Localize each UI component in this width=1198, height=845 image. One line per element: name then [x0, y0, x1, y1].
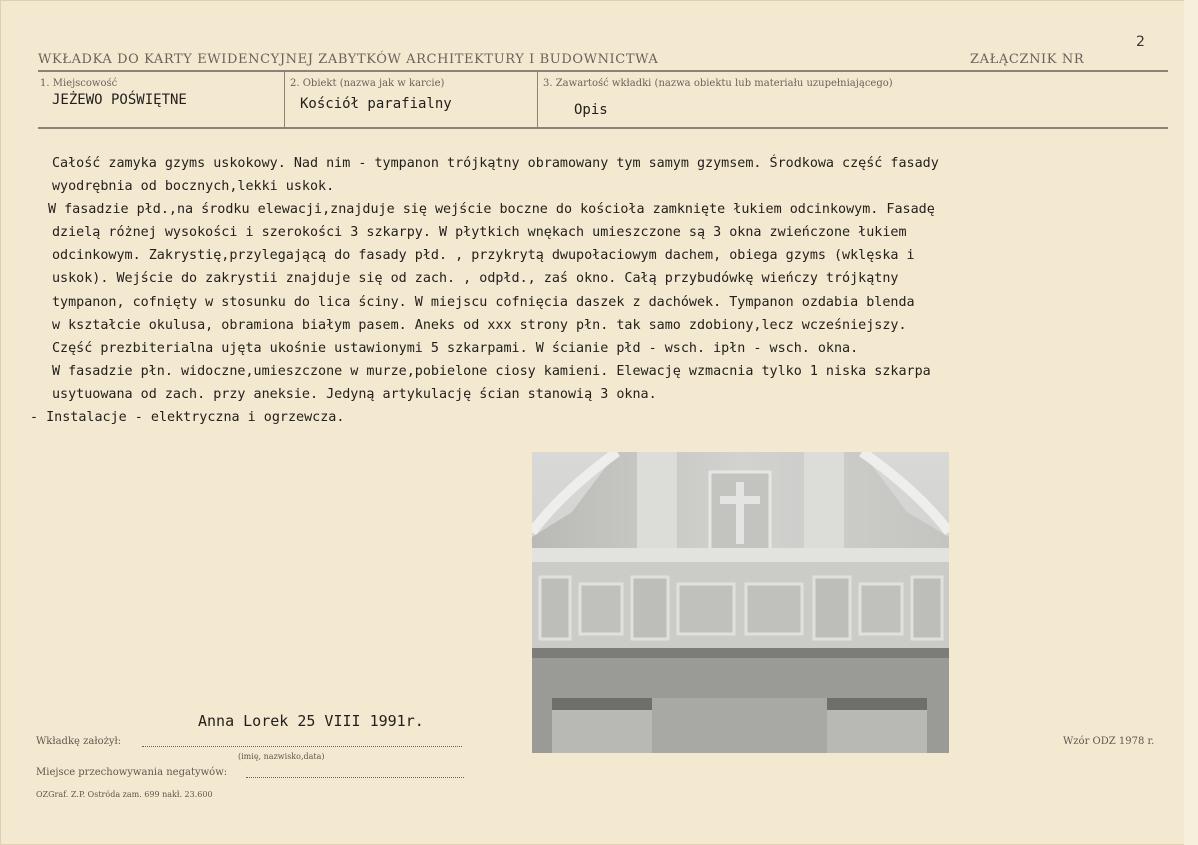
description-line: w kształcie okulusa, obramiona białym pasem. Aneks od xxx strony płn. tak samo zdobiony,lecz wcześniejszy.: [52, 317, 907, 333]
description-line: - Instalacje - elektryczna i ogrzewcza.: [30, 410, 345, 426]
inserted-by-line: [142, 746, 462, 747]
object-value: Kościół parafialny: [300, 96, 452, 112]
author-signature: Anna Lorek 25 VIII 1991r.: [198, 712, 424, 730]
description-line: Część prezbiterialna ujęta ukośnie ustawionymi 5 szkarpami. W ścianie płd - wsch. ipłn - wsch. okna.: [52, 340, 859, 356]
gable-photo-image: [532, 452, 949, 753]
printer-info: OZGraf. Z.P. Ostróda zam. 699 nakł. 23.600: [36, 790, 213, 799]
description-line: W fasadzie płn. widoczne,umieszczone w murze,pobielone ciosy kamieni. Elewację wzmacnia tylko 1 niska szkarpa: [52, 363, 931, 379]
attachment-label: ZAŁĄCZNIK NR: [970, 52, 1085, 67]
content-label: 3. Zawartość wkładki (nazwa obiektu lub materiału uzupełniającego): [543, 78, 893, 89]
description-line: wyodrębnia od bocznych,lekki uskok.: [52, 179, 335, 195]
negatives-line: [246, 777, 464, 778]
header-rule-top: [38, 70, 1168, 72]
header-rule-bottom: [38, 127, 1168, 129]
description-line: W fasadzie płd.,na środku elewacji,znajduje się wejście boczne do kościoła zamknięte łukiem odcinkowym. Fasadę: [48, 202, 935, 218]
inserted-by-label: Wkładkę założył:: [36, 736, 122, 747]
field-divider-2: [537, 72, 538, 127]
negatives-label: Miejsce przechowywania negatywów:: [36, 767, 228, 778]
description-line: usytuowana od zach. przy aneksie. Jedyną artykulację ścian stanowią 3 okna.: [52, 386, 657, 402]
object-label: 2. Obiekt (nazwa jak w karcie): [290, 78, 445, 89]
locality-label: 1. Miejscowość: [40, 78, 118, 89]
description-line: tympanon, cofnięty w stosunku do lica ściny. W miejscu cofnięcia daszek z dachówek. Tympanon ozdabia blenda: [52, 294, 915, 310]
locality-value: JEŻEWO POŚWIĘTNE: [52, 92, 187, 108]
inserted-by-hint: (imię, nazwisko,data): [238, 752, 325, 761]
description-line: Całość zamyka gzyms uskokowy. Nad nim - tympanon trójkątny obramowany tym samym gzymsem. Środkowa część fasady: [52, 156, 939, 171]
content-value: Opis: [574, 102, 608, 118]
facade-photo: [532, 452, 949, 753]
description-text: [30, 152, 1132, 429]
description-line: dzielą różnej wysokości i szerokości 3 szkarpy. W płytkich wnękach umieszczone są 3 okna zwieńczone łukiem: [52, 225, 907, 241]
description-line: odcinkowym. Zakrystię,przylegającą do fasady płd. , przykrytą dwupołaciowym dachem, obiega gzyms (wklęska i: [52, 248, 915, 264]
description-line: uskok). Wejście do zakrystii znajduje się od zach. , odpłd., zaś okno. Całą przybudówkę wieńczy trójkątny: [52, 271, 899, 287]
form-title: WKŁADKA DO KARTY EWIDENCYJNEJ ZABYTKÓW ARCHITEKTURY I BUDOWNICTWA: [38, 52, 659, 67]
page-number: 2: [1136, 34, 1145, 50]
form-model: Wzór ODZ 1978 r.: [1063, 736, 1155, 747]
card-edge: [1184, 0, 1198, 845]
field-divider-1: [284, 72, 285, 127]
